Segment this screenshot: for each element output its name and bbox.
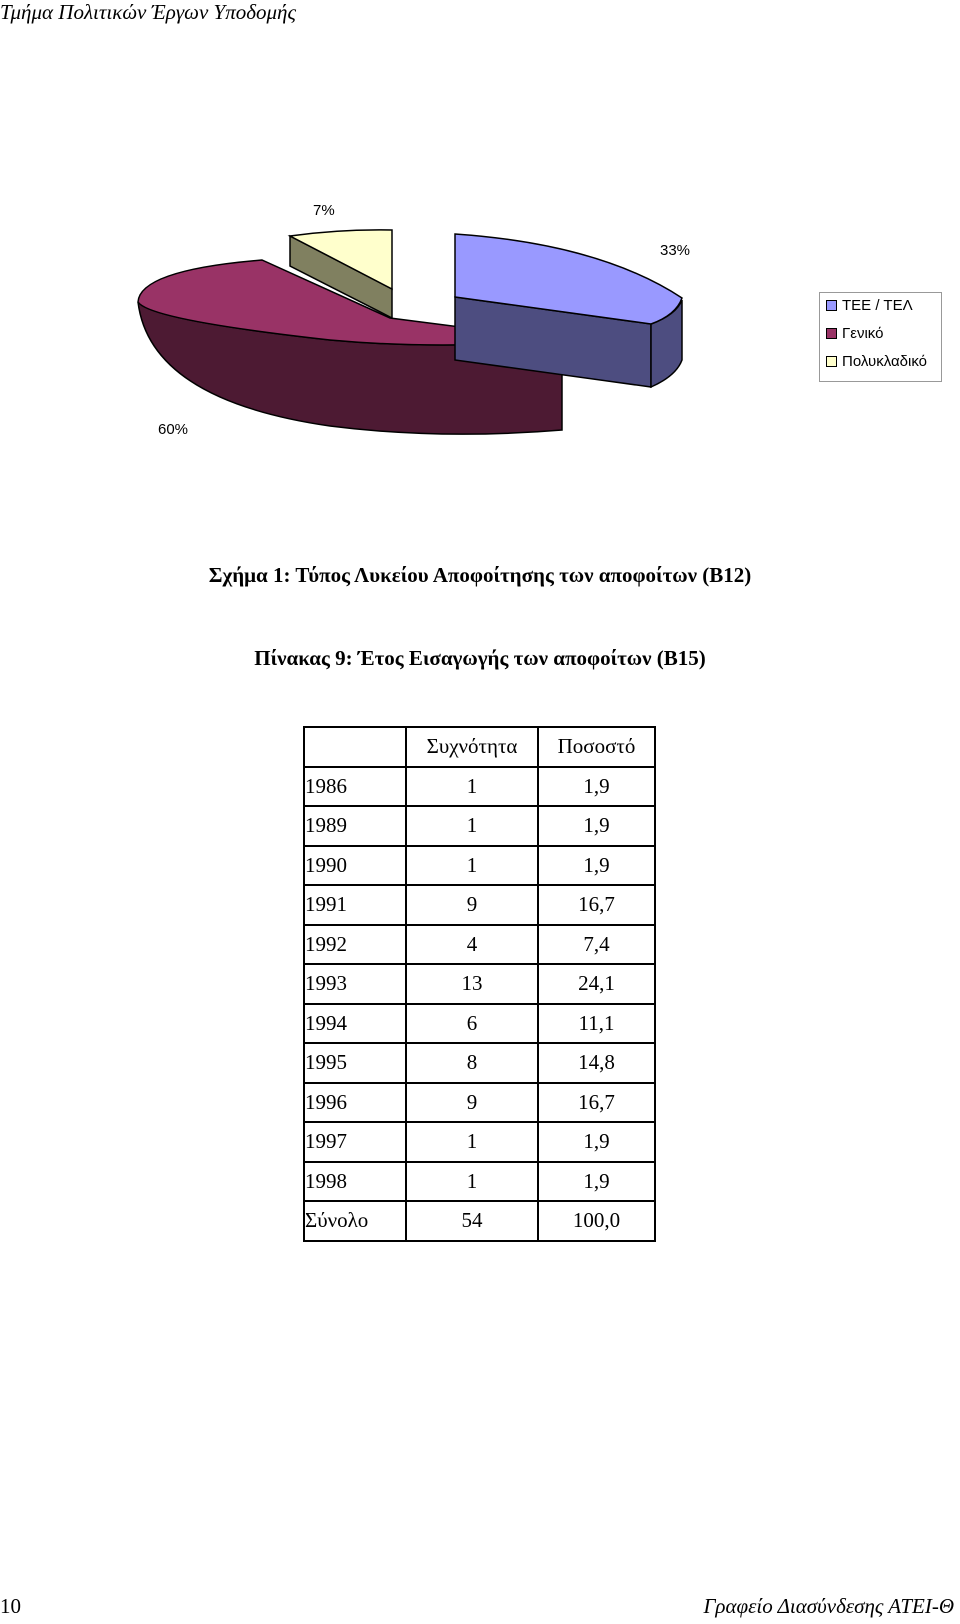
table-cell: 16,7 [538,1083,655,1123]
table-cell: 1996 [304,1083,406,1123]
table-row [304,885,655,925]
table-cell: 1991 [304,885,406,925]
table-cell: 1 [406,846,538,886]
table-row [304,806,655,846]
table-header-cell: Ποσοστό [538,727,655,767]
table-header-row [304,727,655,767]
table-cell: Σύνολο [304,1201,406,1241]
page-header: Τμήμα Πολιτικών Έργων Υποδομής [0,0,296,24]
table-cell: 1 [406,1122,538,1162]
table-cell: 11,1 [538,1004,655,1044]
table-cell: 1990 [304,846,406,886]
table-cell: 16,7 [538,885,655,925]
table-cell: 1994 [304,1004,406,1044]
table-cell: 7,4 [538,925,655,965]
table-row [304,1043,655,1083]
legend-label: Γενικό [842,325,884,342]
table-cell: 1,9 [538,1122,655,1162]
figure-caption: Σχήμα 1: Τύπος Λυκείου Αποφοίτησης των αποφοίτων (Β12) [208,563,752,587]
legend-swatch [826,356,837,367]
table-cell: 1986 [304,767,406,807]
table-cell: 1 [406,767,538,807]
table-cell: 24,1 [538,964,655,1004]
table-cell: 4 [406,925,538,965]
table-row [304,1004,655,1044]
pct-label-geniko: 60% [158,421,189,438]
legend-swatch [826,300,837,311]
table-cell: 1,9 [538,1162,655,1202]
table-caption: Πίνακας 9: Έτος Εισαγωγής των αποφοίτων (Β15) [254,646,706,670]
table-cell: 13 [406,964,538,1004]
table-cell: 1998 [304,1162,406,1202]
table-header-cell: Συχνότητα [406,727,538,767]
page-number: 10 [0,1594,21,1618]
table-row [304,964,655,1004]
legend-swatch [826,328,837,339]
table-cell: 8 [406,1043,538,1083]
table-cell: 9 [406,1083,538,1123]
table-cell: 1989 [304,806,406,846]
pct-label-tee-tel: 33% [660,242,691,259]
table-row [304,846,655,886]
legend-label: ΤΕΕ / ΤΕΛ [842,297,913,314]
table-cell: 100,0 [538,1201,655,1241]
table-cell: 1,9 [538,806,655,846]
pie-slice-tee-tel [455,234,682,387]
pie-chart [0,0,960,460]
table-cell: 1 [406,1162,538,1202]
table-header-cell [304,727,406,767]
table-cell: 1993 [304,964,406,1004]
footer-text: Γραφείο Διασύνδεσης ΑΤΕΙ-Θ [703,1594,954,1618]
table-row [304,925,655,965]
table-cell: 1,9 [538,767,655,807]
table-row [304,1201,655,1241]
table-cell: 54 [406,1201,538,1241]
table-row [304,1122,655,1162]
legend-item-tee-tel [826,297,913,314]
table-row [304,767,655,807]
table-cell: 9 [406,885,538,925]
legend-label: Πολυκλαδικό [842,353,928,370]
table-row [304,1083,655,1123]
table-cell: 6 [406,1004,538,1044]
table-row [304,1162,655,1202]
table-cell: 14,8 [538,1043,655,1083]
table-cell: 1995 [304,1043,406,1083]
table-cell: 1997 [304,1122,406,1162]
pct-label-polykladiko: 7% [313,202,335,219]
data-table [303,726,656,1242]
table-cell: 1,9 [538,846,655,886]
legend-item-polykladiko [826,353,927,370]
table-cell: 1992 [304,925,406,965]
chart-legend [819,292,942,382]
legend-item-geniko [826,325,883,342]
table-cell: 1 [406,806,538,846]
